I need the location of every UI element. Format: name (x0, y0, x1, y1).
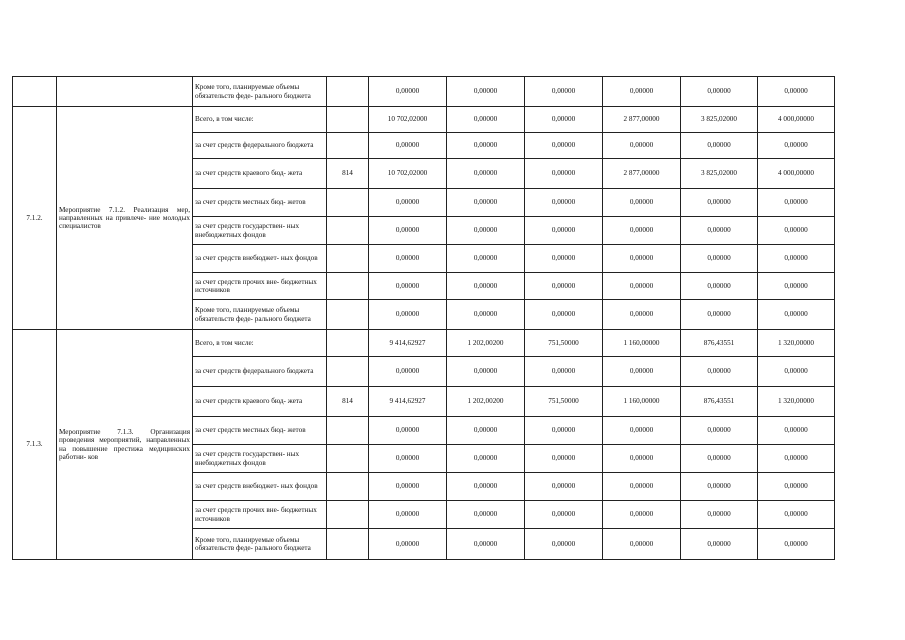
amount-cell: 0,00000 (758, 133, 835, 159)
kbk-code-cell (327, 529, 369, 560)
amount-cell: 0,00000 (681, 473, 758, 501)
amount-cell: 0,00000 (447, 501, 525, 529)
amount-cell: 0,00000 (447, 189, 525, 217)
amount-cell: 0,00000 (758, 189, 835, 217)
amount-cell: 0,00000 (603, 417, 681, 445)
amount-cell: 0,00000 (758, 273, 835, 300)
amount-cell: 0,00000 (758, 245, 835, 273)
amount-cell: 1 160,00000 (603, 387, 681, 417)
amount-cell: 0,00000 (525, 357, 603, 387)
amount-cell: 0,00000 (447, 159, 525, 189)
amount-cell: 1 320,00000 (758, 387, 835, 417)
kbk-code-cell (327, 417, 369, 445)
amount-cell: 0,00000 (603, 133, 681, 159)
amount-cell: 0,00000 (525, 107, 603, 133)
amount-cell: 0,00000 (758, 445, 835, 473)
funding-source-cell: Кроме того, планируемые объемы обязательств феде- рального бюджета (193, 300, 327, 330)
amount-cell: 0,00000 (525, 473, 603, 501)
amount-cell: 0,00000 (758, 529, 835, 560)
kbk-code-cell (327, 300, 369, 330)
amount-cell: 0,00000 (525, 245, 603, 273)
amount-cell: 0,00000 (447, 107, 525, 133)
amount-cell: 0,00000 (681, 529, 758, 560)
amount-cell: 0,00000 (447, 77, 525, 107)
amount-cell: 0,00000 (369, 77, 447, 107)
amount-cell: 0,00000 (525, 77, 603, 107)
amount-cell: 0,00000 (758, 357, 835, 387)
amount-cell: 0,00000 (369, 245, 447, 273)
amount-cell: 0,00000 (603, 189, 681, 217)
amount-cell: 0,00000 (447, 357, 525, 387)
amount-cell: 0,00000 (447, 529, 525, 560)
amount-cell: 0,00000 (447, 133, 525, 159)
amount-cell: 0,00000 (758, 501, 835, 529)
kbk-code-cell (327, 77, 369, 107)
table-body (13, 77, 835, 560)
amount-cell: 0,00000 (681, 245, 758, 273)
amount-cell: 0,00000 (603, 245, 681, 273)
funding-source-cell: за счет средств местных бюд- жетов (193, 189, 327, 217)
funding-source-cell: Всего, в том числе: (193, 107, 327, 133)
amount-cell: 0,00000 (603, 473, 681, 501)
funding-source-cell: Всего, в том числе: (193, 330, 327, 357)
amount-cell: 0,00000 (447, 300, 525, 330)
kbk-code-cell (327, 107, 369, 133)
amount-cell: 0,00000 (758, 300, 835, 330)
amount-cell: 0,00000 (525, 445, 603, 473)
amount-cell: 0,00000 (681, 445, 758, 473)
amount-cell: 751,50000 (525, 387, 603, 417)
kbk-code-cell (327, 501, 369, 529)
funding-source-cell: за счет средств федерального бюджета (193, 133, 327, 159)
amount-cell: 0,00000 (681, 501, 758, 529)
funding-source-cell: за счет средств краевого бюд- жета (193, 159, 327, 189)
amount-cell: 0,00000 (681, 273, 758, 300)
amount-cell: 0,00000 (525, 217, 603, 245)
amount-cell: 10 702,02000 (369, 159, 447, 189)
kbk-code-cell (327, 273, 369, 300)
amount-cell: 751,50000 (525, 330, 603, 357)
amount-cell: 0,00000 (369, 133, 447, 159)
amount-cell: 0,00000 (681, 300, 758, 330)
amount-cell: 2 877,00000 (603, 159, 681, 189)
event-cell-empty (57, 77, 193, 107)
amount-cell: 0,00000 (603, 529, 681, 560)
amount-cell: 4 000,00000 (758, 107, 835, 133)
amount-cell: 0,00000 (369, 300, 447, 330)
kbk-code-cell (327, 189, 369, 217)
kbk-code-cell (327, 330, 369, 357)
amount-cell: 9 414,62927 (369, 387, 447, 417)
amount-cell: 1 160,00000 (603, 330, 681, 357)
kbk-code-cell (327, 245, 369, 273)
event-code-cell: 7.1.3. (13, 330, 57, 560)
amount-cell: 0,00000 (681, 417, 758, 445)
amount-cell: 1 202,00200 (447, 330, 525, 357)
amount-cell: 0,00000 (758, 77, 835, 107)
funding-source-cell: за счет средств прочих вне- бюджетных источников (193, 273, 327, 300)
amount-cell: 3 825,02000 (681, 159, 758, 189)
event-code-cell: 7.1.2. (13, 107, 57, 330)
amount-cell: 0,00000 (758, 473, 835, 501)
amount-cell: 0,00000 (603, 273, 681, 300)
table-row (13, 107, 835, 133)
amount-cell: 0,00000 (681, 77, 758, 107)
funding-source-cell: за счет средств краевого бюд- жета (193, 387, 327, 417)
amount-cell: 1 202,00200 (447, 387, 525, 417)
amount-cell: 0,00000 (525, 133, 603, 159)
amount-cell: 0,00000 (369, 445, 447, 473)
amount-cell: 0,00000 (525, 189, 603, 217)
amount-cell: 0,00000 (758, 417, 835, 445)
amount-cell: 0,00000 (525, 159, 603, 189)
amount-cell: 9 414,62927 (369, 330, 447, 357)
funding-source-cell: за счет средств местных бюд- жетов (193, 417, 327, 445)
amount-cell: 0,00000 (447, 273, 525, 300)
budget-table (12, 76, 835, 560)
amount-cell: 0,00000 (525, 273, 603, 300)
amount-cell: 0,00000 (369, 273, 447, 300)
table-row (13, 77, 835, 107)
amount-cell: 0,00000 (525, 417, 603, 445)
amount-cell: 0,00000 (603, 217, 681, 245)
funding-source-cell: Кроме того, планируемые объемы обязательств феде- рального бюджета (193, 529, 327, 560)
amount-cell: 0,00000 (681, 133, 758, 159)
amount-cell: 0,00000 (447, 473, 525, 501)
amount-cell: 0,00000 (369, 473, 447, 501)
amount-cell: 3 825,02000 (681, 107, 758, 133)
amount-cell: 876,43551 (681, 387, 758, 417)
table-row (13, 330, 835, 357)
amount-cell: 0,00000 (681, 189, 758, 217)
amount-cell: 876,43551 (681, 330, 758, 357)
amount-cell: 0,00000 (603, 77, 681, 107)
amount-cell: 0,00000 (525, 501, 603, 529)
amount-cell: 0,00000 (447, 445, 525, 473)
kbk-code-cell (327, 473, 369, 501)
amount-cell: 0,00000 (369, 529, 447, 560)
amount-cell: 0,00000 (369, 189, 447, 217)
funding-source-cell: за счет средств государствен- ных внебюджетных фондов (193, 445, 327, 473)
amount-cell: 1 320,00000 (758, 330, 835, 357)
funding-source-cell: за счет средств внебюджет- ных фондов (193, 473, 327, 501)
funding-source-cell: за счет средств федерального бюджета (193, 357, 327, 387)
amount-cell: 0,00000 (369, 501, 447, 529)
funding-source-cell: за счет средств государствен- ных внебюджетных фондов (193, 217, 327, 245)
event-title-cell: Мероприятие 7.1.3. Организация проведения мероприятий, направленных на повышение престижа медицинских работни- ков (57, 330, 193, 560)
kbk-code-cell (327, 133, 369, 159)
amount-cell: 0,00000 (603, 300, 681, 330)
amount-cell: 0,00000 (369, 417, 447, 445)
amount-cell: 2 877,00000 (603, 107, 681, 133)
amount-cell: 0,00000 (603, 445, 681, 473)
amount-cell: 0,00000 (681, 217, 758, 245)
amount-cell: 0,00000 (603, 501, 681, 529)
code-cell-empty (13, 77, 57, 107)
event-title-cell: Мероприятие 7.1.2. Реализация мер, направленных на привлече- ние молодых специалистов (57, 107, 193, 330)
amount-cell: 0,00000 (447, 217, 525, 245)
amount-cell: 0,00000 (369, 357, 447, 387)
funding-source-cell: Кроме того, планируемые объемы обязательств феде- рального бюджета (193, 77, 327, 107)
amount-cell: 0,00000 (447, 245, 525, 273)
amount-cell: 0,00000 (525, 300, 603, 330)
amount-cell: 0,00000 (447, 417, 525, 445)
amount-cell: 10 702,02000 (369, 107, 447, 133)
kbk-code-cell (327, 357, 369, 387)
amount-cell: 4 000,00000 (758, 159, 835, 189)
funding-source-cell: за счет средств внебюджет- ных фондов (193, 245, 327, 273)
kbk-code-cell (327, 445, 369, 473)
kbk-code-cell (327, 217, 369, 245)
amount-cell: 0,00000 (525, 529, 603, 560)
funding-source-cell: за счет средств прочих вне- бюджетных источников (193, 501, 327, 529)
amount-cell: 0,00000 (603, 357, 681, 387)
amount-cell: 0,00000 (369, 217, 447, 245)
amount-cell: 0,00000 (681, 357, 758, 387)
amount-cell: 0,00000 (758, 217, 835, 245)
kbk-code-cell: 814 (327, 387, 369, 417)
kbk-code-cell: 814 (327, 159, 369, 189)
